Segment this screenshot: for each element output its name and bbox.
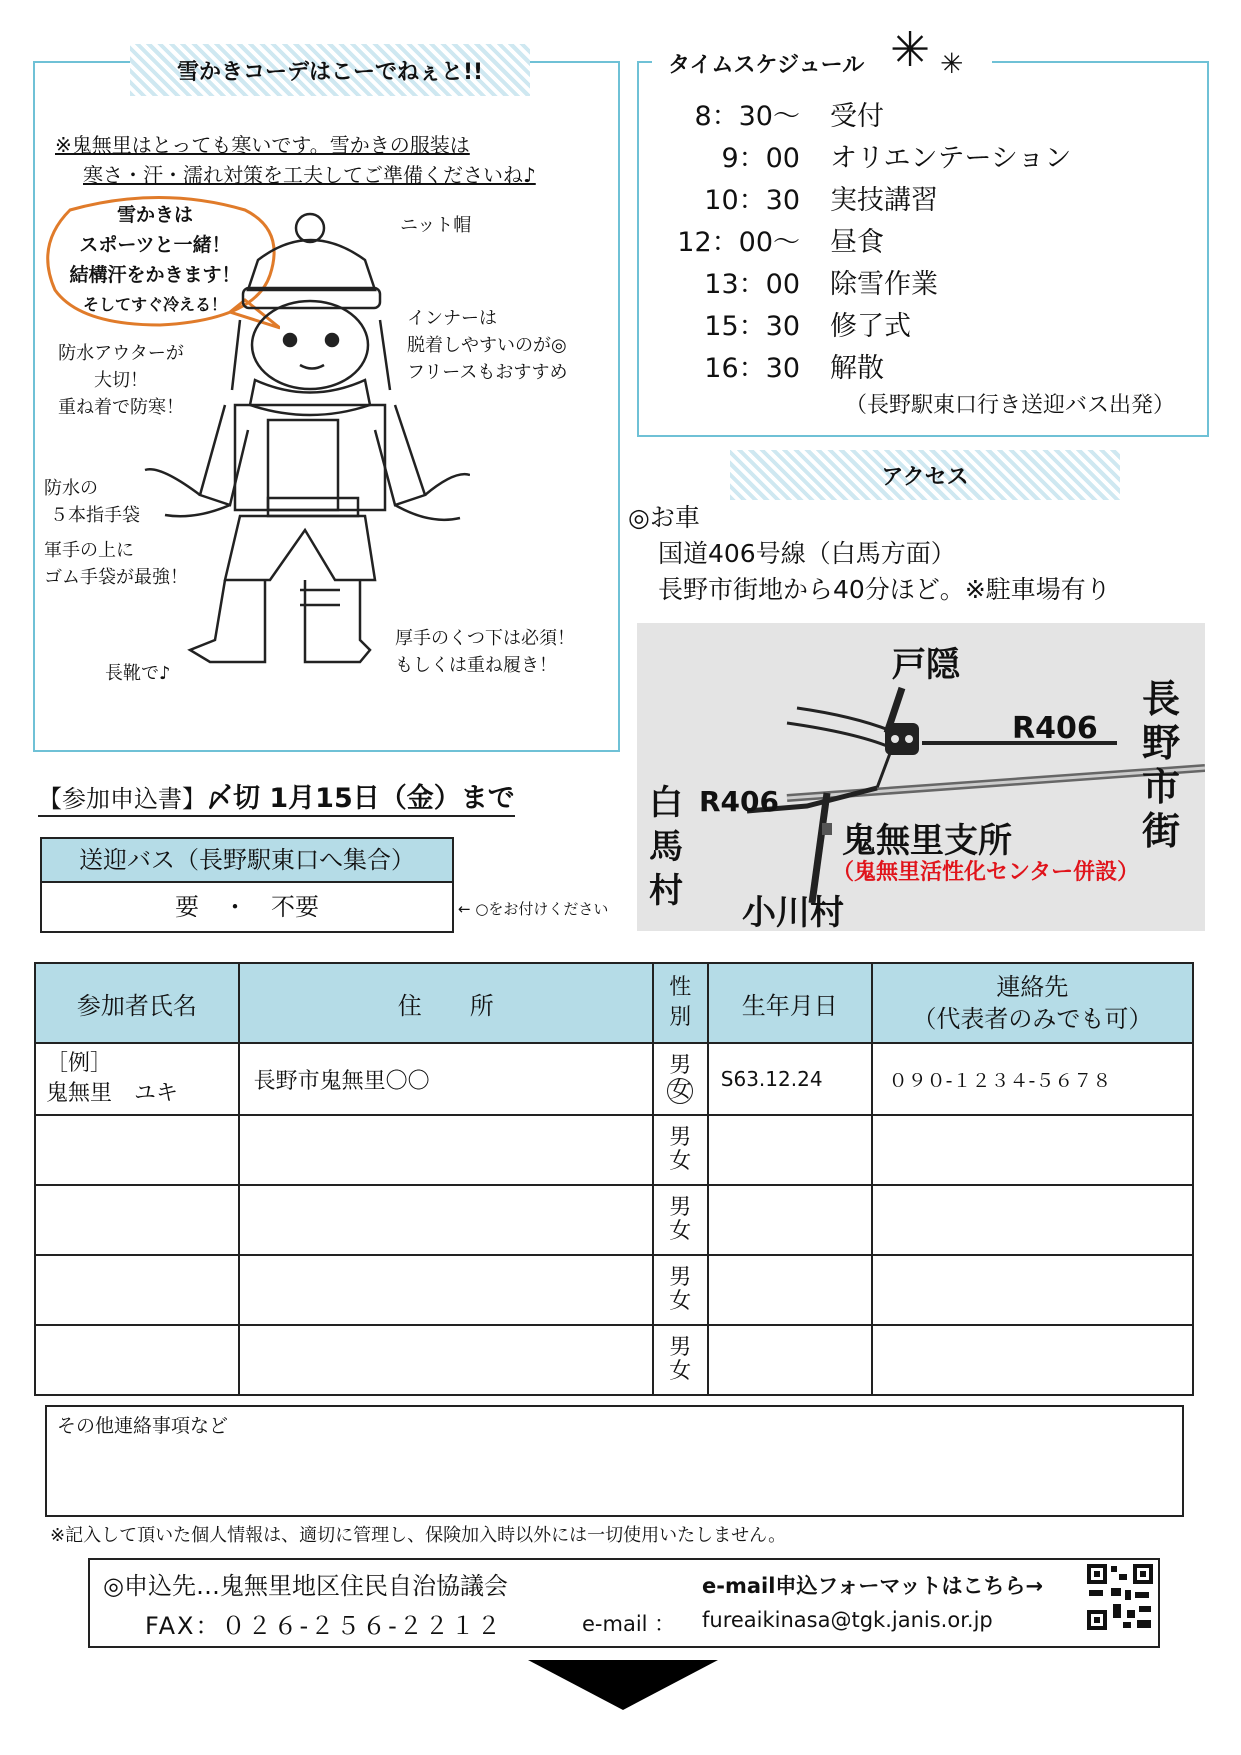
map-label-r406-top: R406 [1012, 711, 1098, 746]
label-socks: 厚手のくつ下は必須！ もしくは重ね履き！ [395, 628, 575, 676]
map-label-center: （鬼無里活性化センター併設） [832, 860, 1140, 885]
address-field[interactable] [239, 1255, 653, 1325]
example-name: ［例］ 鬼無里 ユキ [35, 1043, 239, 1115]
birth-field[interactable] [708, 1185, 872, 1255]
schedule-row: 12：00〜 昼食 [677, 226, 884, 258]
application-heading: 【参加申込書】〆切 1月15日（金）まで [38, 776, 515, 817]
table-header-row [35, 963, 1193, 1043]
sex-field[interactable]: 男 女 [653, 1115, 708, 1185]
access-map [637, 623, 1205, 931]
coordinate-intro: ※鬼無里はとっても寒いです。雪かきの服装は 寒さ・汗・濡れ対策を工夫してご準備くださいね♪ [55, 133, 536, 187]
schedule-title: タイムスケジュール [668, 53, 865, 78]
footer-email-label: e-mail ： [582, 1612, 676, 1636]
example-birth: S63.12.24 [708, 1043, 872, 1115]
access-title-band [730, 450, 1120, 500]
table-row [35, 1043, 1193, 1115]
application-table [34, 962, 1194, 1396]
access-title: アクセス [881, 464, 969, 490]
other-notes-field[interactable] [45, 1405, 1184, 1517]
schedule-row: 9：00 オリエンテーション [721, 142, 1072, 174]
map-label-ogawa: 小川村 [742, 893, 844, 933]
table-row [35, 1185, 1193, 1255]
header-address: 住 所 [239, 963, 653, 1043]
footer-dest: ◎申込先…鬼無里地区住民自治協議会 [103, 1572, 508, 1600]
label-inner: インナーは 脱着しやすいのが◎ フリースもおすすめ [407, 308, 568, 383]
schedule-row: 16：30 解散 [704, 352, 884, 384]
contact-field[interactable] [872, 1325, 1193, 1395]
footer-format: e-mail申込フォーマットはこちら→ [702, 1574, 1044, 1598]
label-outer: 防水アウターが 大切！ 重ね着で防寒！ [58, 343, 184, 418]
schedule-row: 15：30 修了式 [704, 310, 911, 342]
address-field[interactable] [239, 1115, 653, 1185]
label-gloves: 防水の ５本指手袋 軍手の上に ゴム手袋が最強！ [44, 478, 188, 588]
coordinate-title-band [130, 44, 530, 96]
table-row [35, 1115, 1193, 1185]
header-contact: 連絡先 （代表者のみでも可） [872, 963, 1193, 1043]
label-boots: 長靴で♪ [105, 663, 171, 684]
access-text: ◎お車 国道406号線（白馬方面） 長野市街地から40分ほど。※駐車場有り [628, 503, 1111, 604]
example-sex: 男 女 [653, 1043, 708, 1115]
contact-field[interactable] [872, 1185, 1193, 1255]
sex-field[interactable]: 男 女 [653, 1325, 708, 1395]
map-label-nagano: 長野市街 [1142, 677, 1181, 853]
header-name: 参加者氏名 [35, 963, 239, 1043]
name-field[interactable] [35, 1185, 239, 1255]
bus-hint: ← ○をお付けください [458, 900, 609, 918]
label-knit-hat: ニット帽 [400, 215, 472, 236]
header-sex: 性別 [653, 963, 708, 1043]
header-birth: 生年月日 [708, 963, 872, 1043]
footer-fax: FAX：０２６-２５６-２２１２ [145, 1612, 503, 1640]
bus-options[interactable]: 要 ・ 不要 [175, 893, 319, 921]
speech-bubble-text: 雪かきは スポーツと一緒！ 結構汗をかきます！ そしてすぐ冷える！ [69, 204, 241, 314]
birth-field[interactable] [708, 1325, 872, 1395]
privacy-note: ※記入して頂いた個人情報は、適切に管理し、保険加入時以外には一切使用いたしません。 [50, 1525, 787, 1546]
name-field[interactable] [35, 1325, 239, 1395]
table-row [35, 1255, 1193, 1325]
example-address: 長野市鬼無里〇〇 [239, 1043, 653, 1115]
schedule-row: 10：30 実技講習 [704, 184, 938, 216]
contact-field[interactable] [872, 1255, 1193, 1325]
map-label-office: 鬼無里支所 [842, 821, 1012, 861]
qr-code-icon[interactable] [1085, 1562, 1155, 1632]
sparkle-small-icon: ✳ [940, 47, 964, 80]
down-arrow-icon [528, 1660, 718, 1712]
name-field[interactable] [35, 1115, 239, 1185]
schedule-list [655, 92, 1071, 386]
footer-email[interactable]: fureaikinasa@tgk.janis.or.jp [702, 1608, 993, 1632]
contact-field[interactable] [872, 1115, 1193, 1185]
table-row [35, 1325, 1193, 1395]
birth-field[interactable] [708, 1115, 872, 1185]
coordinate-title: 雪かきコーデはこーでねぇと!! [176, 59, 484, 85]
sparkle-icon: ✳ [890, 22, 931, 78]
map-label-hakuba: 白馬村 [649, 783, 683, 911]
map-label-togakushi: 戸隠 [892, 645, 960, 685]
address-field[interactable] [239, 1185, 653, 1255]
bus-header: 送迎バス（長野駅東口へ集合） [42, 839, 452, 883]
bus-box [40, 837, 454, 933]
address-field[interactable] [239, 1325, 653, 1395]
sex-field[interactable]: 男 女 [653, 1255, 708, 1325]
schedule-row: 8：30〜 受付 [694, 100, 884, 132]
name-field[interactable] [35, 1255, 239, 1325]
other-notes-label: その他連絡事項など [57, 1415, 229, 1437]
example-phone: ０９０-１２３４-５６７８ [872, 1043, 1193, 1115]
schedule-note: （長野駅東口行き送迎バス出発） [845, 393, 1176, 418]
birth-field[interactable] [708, 1255, 872, 1325]
schedule-row: 13：00 除雪作業 [704, 268, 938, 300]
map-label-r406-left: R406 [699, 785, 780, 818]
sex-field[interactable]: 男 女 [653, 1185, 708, 1255]
